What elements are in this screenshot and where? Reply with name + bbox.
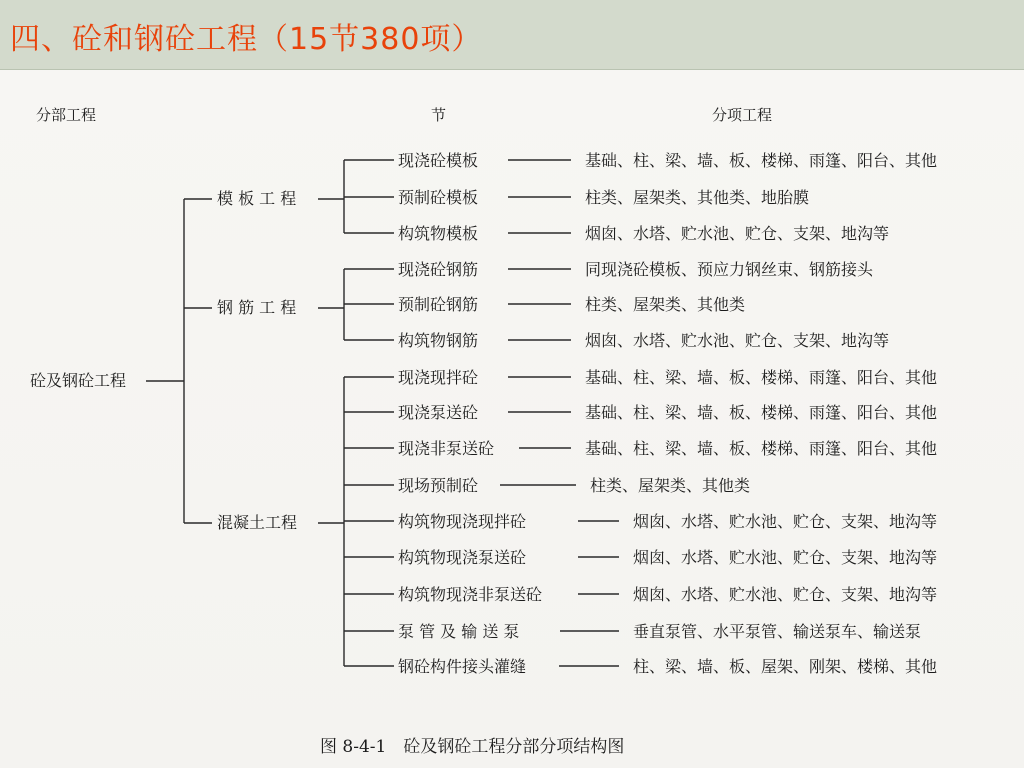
section-label: 钢砼构件接头灌缝	[398, 657, 527, 676]
group-3	[184, 368, 937, 676]
section-items: 基础、柱、梁、墙、板、楼梯、雨篷、阳台、其他	[585, 151, 938, 170]
section-label: 现浇砼模板	[398, 151, 479, 170]
group-label: 模 板 工 程	[217, 189, 297, 208]
section-label: 构筑物模板	[398, 224, 479, 243]
section-items: 柱类、屋架类、其他类	[590, 476, 751, 495]
section-items: 基础、柱、梁、墙、板、楼梯、雨篷、阳台、其他	[585, 368, 938, 387]
title-bar	[0, 0, 1024, 70]
section-label: 泵 管 及 输 送 泵	[398, 622, 520, 641]
section-items: 烟囱、水塔、贮水池、贮仓、支架、地沟等	[633, 548, 938, 567]
section-items: 烟囱、水塔、贮水池、贮仓、支架、地沟等	[585, 331, 890, 350]
section-label: 构筑物现浇现拌砼	[398, 512, 527, 531]
group-label: 钢 筋 工 程	[217, 298, 297, 317]
section-label: 构筑物钢筋	[398, 331, 479, 350]
section-items: 烟囱、水塔、贮水池、贮仓、支架、地沟等	[633, 585, 938, 604]
group-2	[184, 260, 889, 350]
section-label: 构筑物现浇非泵送砼	[398, 585, 543, 604]
figure-caption: 图 8-4-1 砼及钢砼工程分部分项结构图	[320, 737, 625, 757]
section-items: 同现浇砼模板、预应力钢丝束、钢筋接头	[585, 260, 874, 279]
section-items: 基础、柱、梁、墙、板、楼梯、雨篷、阳台、其他	[585, 439, 938, 458]
root-node: 砼及钢砼工程	[30, 371, 127, 390]
section-items: 垂直泵管、水平泵管、输送泵车、输送泵	[633, 622, 922, 641]
section-items: 柱类、屋架类、其他类	[585, 295, 746, 314]
section-label: 现浇泵送砼	[398, 403, 479, 422]
section-items: 基础、柱、梁、墙、板、楼梯、雨篷、阳台、其他	[585, 403, 938, 422]
section-label: 现浇现拌砼	[398, 368, 479, 387]
group-label: 混凝土工程	[217, 513, 298, 532]
group-1	[184, 151, 937, 243]
section-items: 柱类、屋架类、其他类、地胎膜	[585, 188, 810, 207]
section-label: 现场预制砼	[398, 476, 479, 495]
structure-diagram	[0, 70, 1024, 768]
diagram-area	[0, 70, 1024, 768]
section-label: 构筑物现浇泵送砼	[398, 548, 527, 567]
section-items: 柱、梁、墙、板、屋架、刚架、楼梯、其他	[633, 657, 938, 676]
section-items: 烟囱、水塔、贮水池、贮仓、支架、地沟等	[633, 512, 938, 531]
section-label: 现浇砼钢筋	[398, 260, 479, 279]
header-division: 分部工程	[36, 106, 97, 124]
section-label: 现浇非泵送砼	[398, 439, 495, 458]
header-items: 分项工程	[712, 106, 773, 124]
section-items: 烟囱、水塔、贮水池、贮仓、支架、地沟等	[585, 224, 890, 243]
section-label: 预制砼模板	[398, 188, 479, 207]
section-label: 预制砼钢筋	[398, 295, 479, 314]
groups-layer	[184, 151, 937, 676]
page-title: 四、砼和钢砼工程（15节380项）	[10, 22, 483, 57]
header-section: 节	[431, 106, 447, 124]
